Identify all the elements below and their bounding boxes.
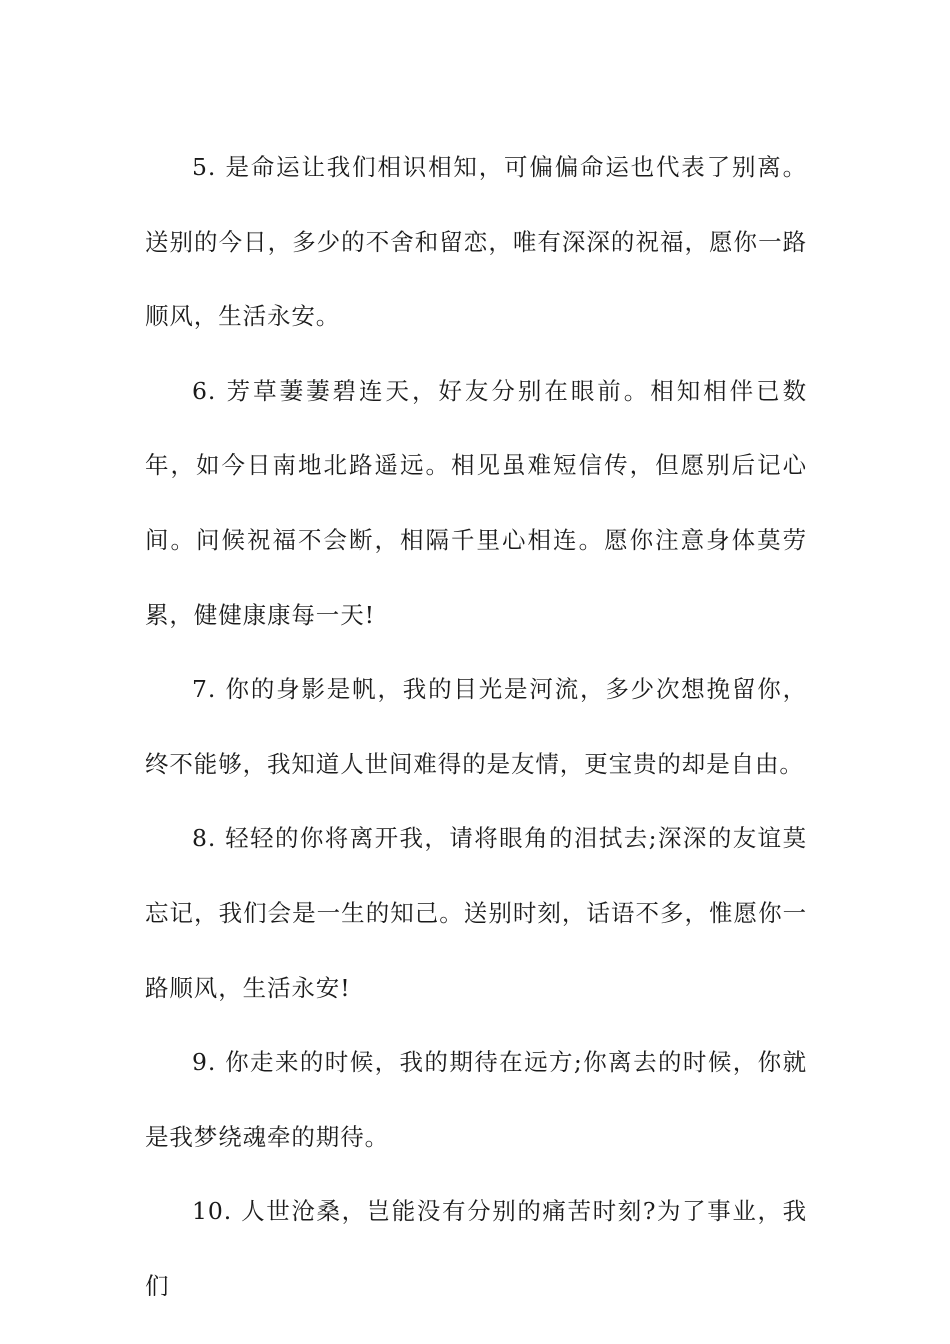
- paragraph-5: [145, 130, 807, 354]
- paragraph-text: 8. 轻轻的你将离开我，请将眼角的泪拭去;深深的友谊莫忘记，我们会是一生的知己。送别时刻，话语不多，惟愿你一路顺风，生活永安!: [145, 824, 807, 1002]
- paragraph-10: [145, 1174, 807, 1323]
- paragraph-6: [145, 354, 807, 652]
- document-body: [145, 130, 807, 1324]
- paragraph-9: [145, 1025, 807, 1174]
- paragraph-8: [145, 801, 807, 1025]
- paragraph-7: [145, 652, 807, 801]
- paragraph-text: 7. 你的身影是帆，我的目光是河流，多少次想挽留你，终不能够，我知道人世间难得的是友情，更宝贵的却是自由。: [145, 675, 807, 778]
- paragraph-text: 5. 是命运让我们相识相知，可偏偏命运也代表了别离。送别的今日，多少的不舍和留恋，唯有深深的祝福，愿你一路顺风，生活永安。: [145, 153, 807, 331]
- paragraph-text: 10. 人世沧桑，岂能没有分别的痛苦时刻?为了事业，我们: [145, 1197, 807, 1300]
- paragraph-text: 6. 芳草萋萋碧连天，好友分别在眼前。相知相伴已数年，如今日南地北路遥远。相见虽难短信传，但愿别后记心间。问候祝福不会断，相隔千里心相连。愿你注意身体莫劳累，健健康康每一天!: [145, 376, 807, 629]
- paragraph-text: 9. 你走来的时候，我的期待在远方;你离去的时候，你就是我梦绕魂牵的期待。: [145, 1048, 807, 1151]
